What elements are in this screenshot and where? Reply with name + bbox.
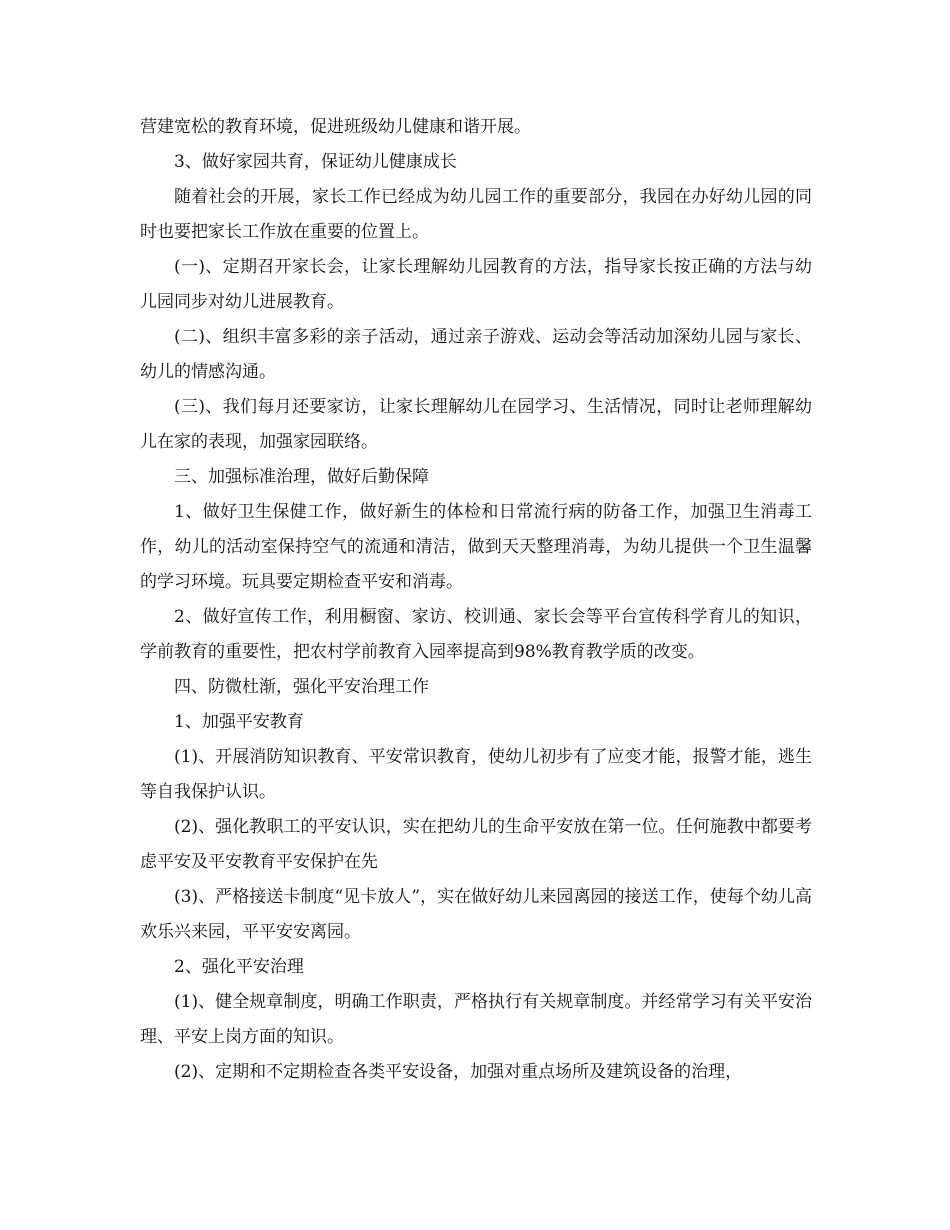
paragraph: (3)、严格接送卡制度“见卡放人”，实在做好幼儿来园离园的接送工作，使每个幼儿高欢乐兴来园，平平安安离园。	[140, 887, 812, 942]
paragraph: (三)、我们每月还要家访，让家长理解幼儿在园学习、生活情况，同时让老师理解幼儿在家的表现，加强家园联络。	[140, 397, 812, 452]
paragraph: (一)、定期召开家长会，让家长理解幼儿园教育的方法，指导家长按正确的方法与幼儿园同步对幼儿进展教育。	[140, 257, 812, 312]
paragraph: (1)、健全规章制度，明确工作职责，严格执行有关规章制度。并经常学习有关平安治理、平安上岗方面的知识。	[140, 992, 812, 1047]
paragraph-continuation: 营建宽松的教育环境，促进班级幼儿健康和谐开展。	[140, 117, 531, 137]
document-body	[140, 110, 812, 1090]
heading-safety-management: 四、防微杜渐，强化平安治理工作	[174, 677, 429, 697]
heading-home-school-cooperation: 3、做好家园共育，保证幼儿健康成长	[174, 152, 457, 172]
heading-standard-management: 三、加强标准治理，做好后勤保障	[174, 467, 429, 487]
paragraph: (2)、强化教职工的平安认识，实在把幼儿的生命平安放在第一位。任何施教中都要考虑平安及平安教育平安保护在先	[140, 817, 812, 872]
heading-safety-education: 1、加强平安教育	[174, 712, 304, 732]
paragraph: (二)、组织丰富多彩的亲子活动，通过亲子游戏、运动会等活动加深幼儿园与家长、幼儿的情感沟通。	[140, 327, 812, 382]
paragraph: 1、做好卫生保健工作，做好新生的体检和日常流行病的防备工作，加强卫生消毒工作，幼儿的活动室保持空气的流通和清洁，做到天天整理消毒，为幼儿提供一个卫生温馨的学习环境。玩具要定期检查平安和消毒。	[140, 502, 812, 592]
paragraph: (2)、定期和不定期检查各类平安设备，加强对重点场所及建筑设备的治理，	[174, 1062, 743, 1082]
paragraph: 随着社会的开展，家长工作已经成为幼儿园工作的重要部分，我园在办好幼儿园的同时也要把家长工作放在重要的位置上。	[140, 187, 812, 242]
paragraph: (1)、开展消防知识教育、平安常识教育，使幼儿初步有了应变才能，报警才能，逃生等自我保护认识。	[140, 747, 812, 802]
heading-strengthen-safety: 2、强化平安治理	[174, 957, 304, 977]
paragraph: 2、做好宣传工作，利用橱窗、家访、校训通、家长会等平台宣传科学育儿的知识，学前教育的重要性，把农村学前教育入园率提高到98%教育教学质的改变。	[140, 607, 812, 662]
